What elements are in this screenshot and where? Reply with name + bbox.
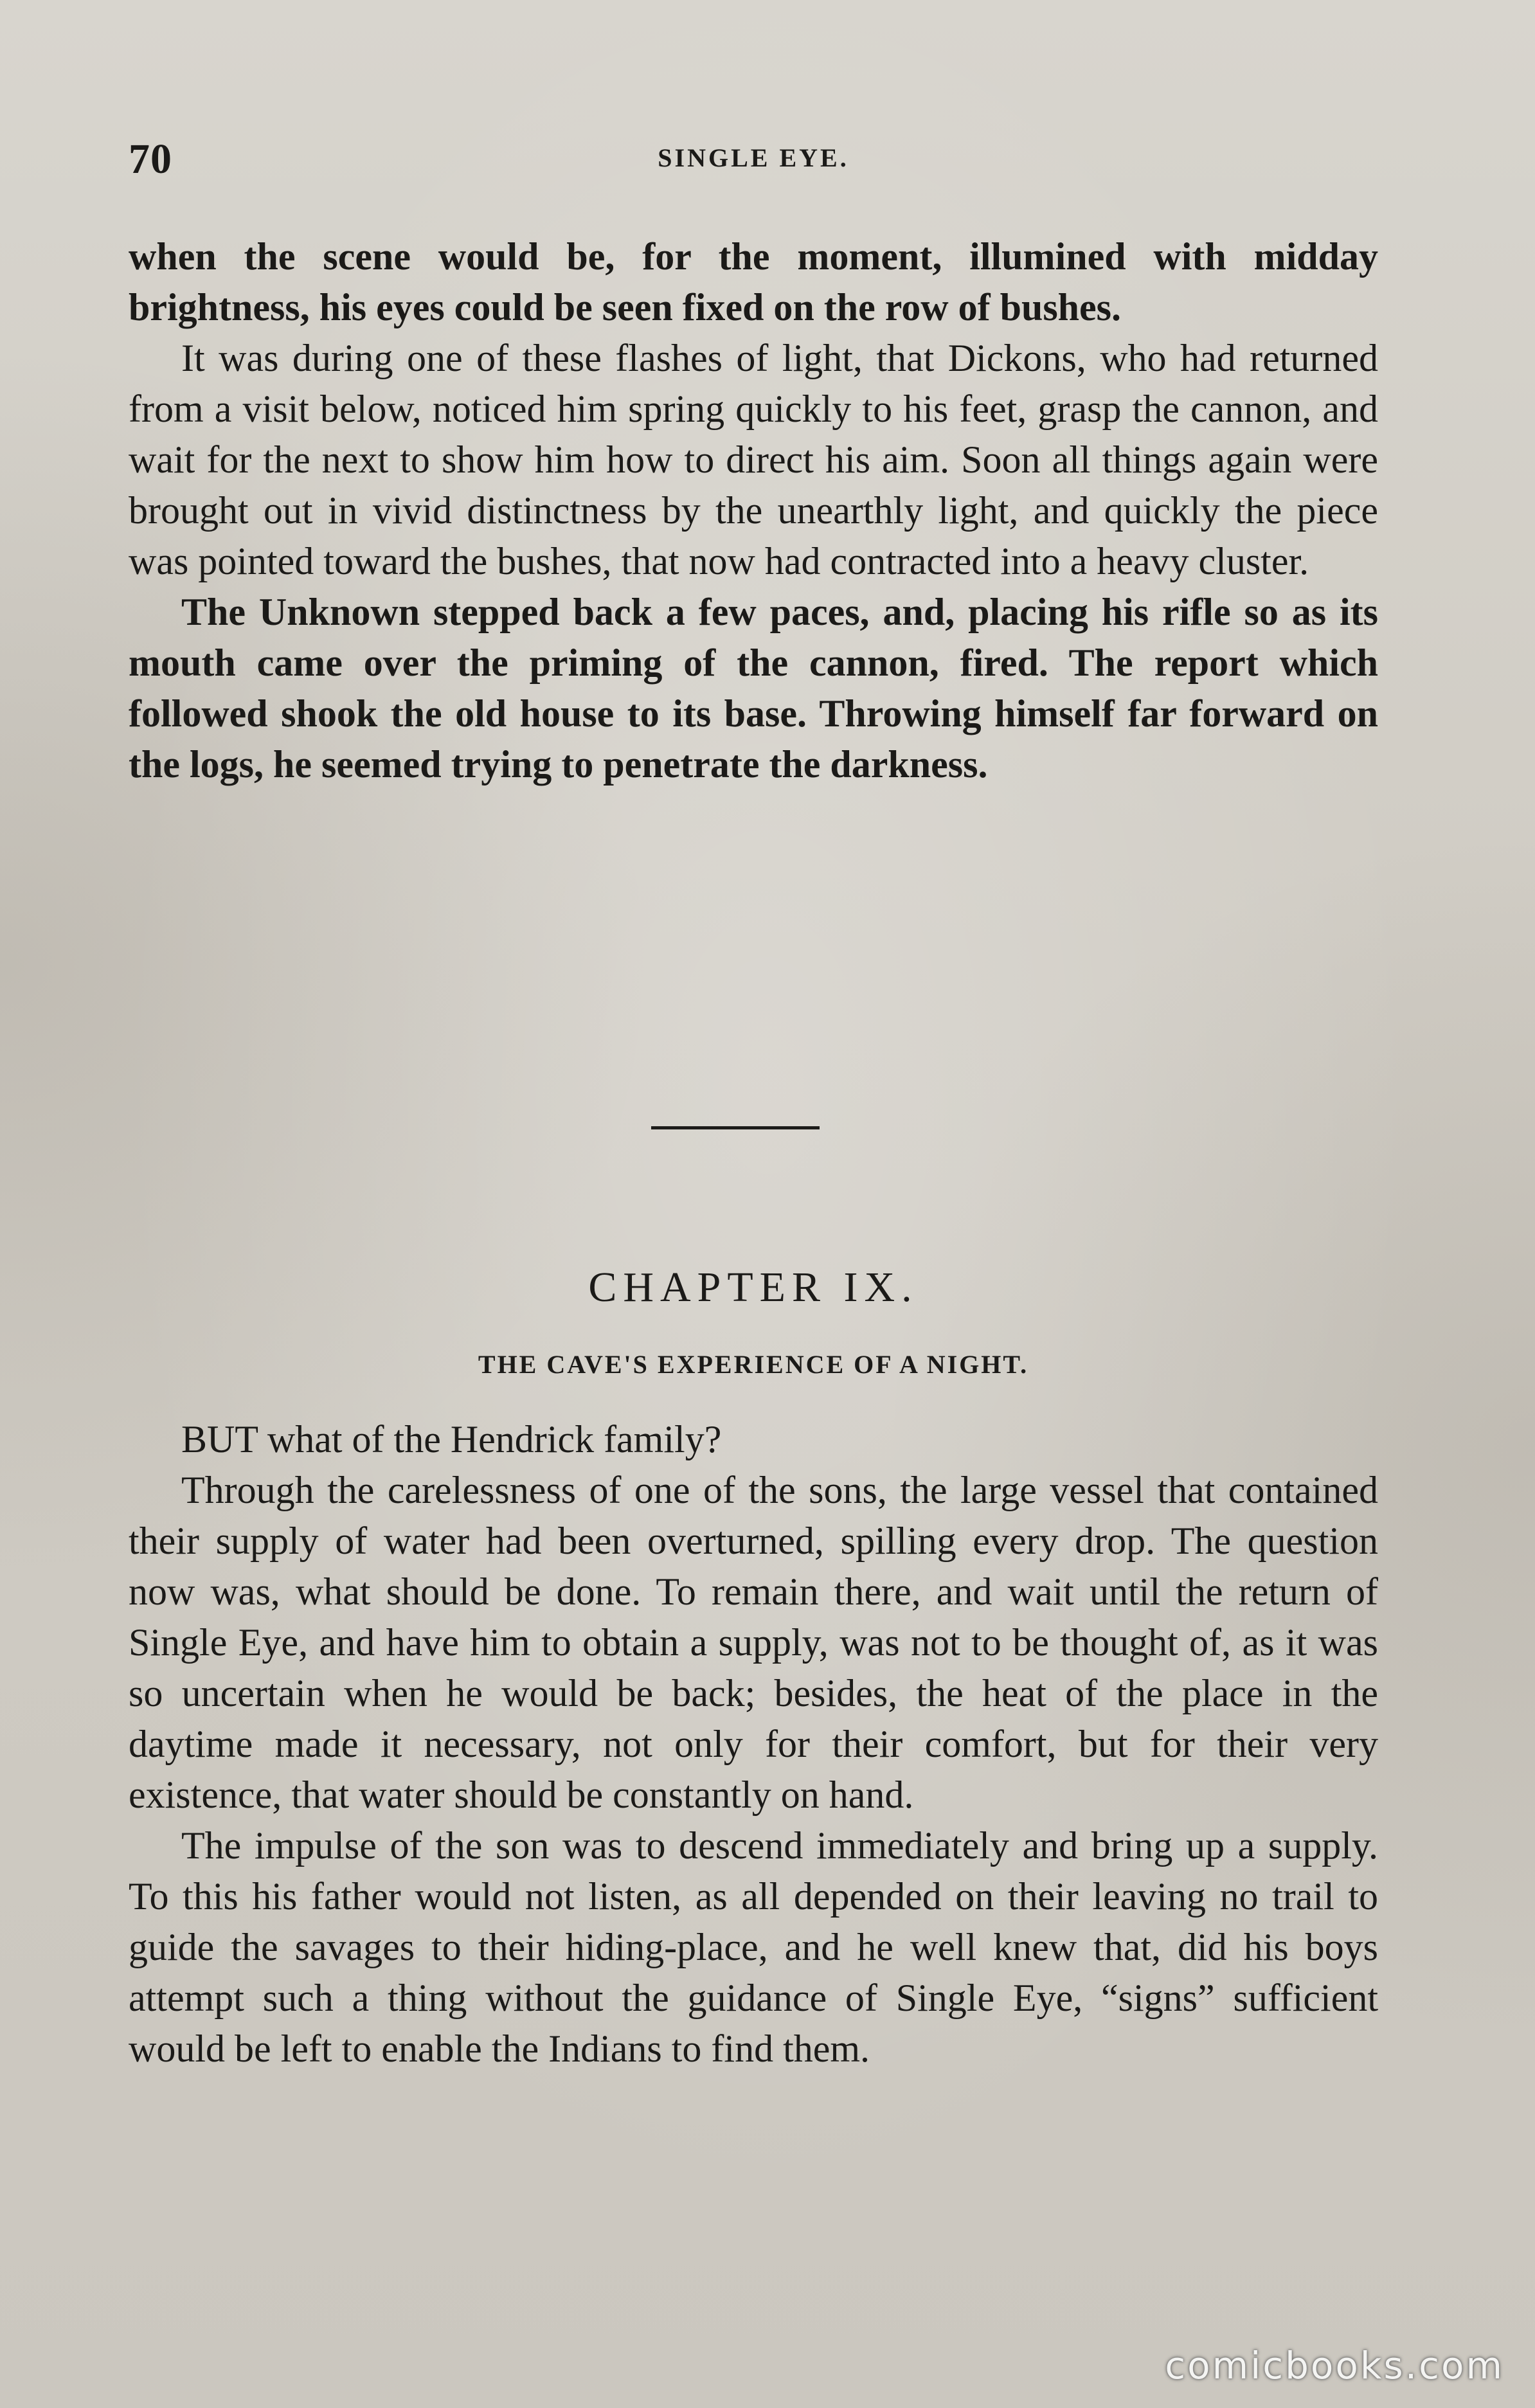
top-text-block (129, 231, 1378, 790)
paragraph: when the scene would be, for the moment, illumined with midday brightness, his eyes could be seen fixed on the row of bushes. (129, 235, 1378, 328)
watermark: comicbooks.com (1165, 2344, 1504, 2387)
chapter-title: CHAPTER IX. (588, 1264, 919, 1311)
chapter-text-block (129, 1414, 1378, 2074)
page-number: 70 (129, 136, 172, 183)
paragraph: BUT what of the Hendrick family? (181, 1418, 722, 1460)
paragraph: The Unknown stepped back a few paces, and, placing his rifle so as its mouth came over the priming of the cannon, fired. The report which followed shook the old house to its base. Throwing himself far forward on the logs, he seemed trying to penetrate the darkness. (129, 591, 1378, 786)
chapter-subtitle: THE CAVE'S EXPERIENCE OF A NIGHT. (478, 1350, 1029, 1379)
paragraph: Through the carelessness of one of the sons, the large vessel that contained their supply of water had been overturned, spilling every drop. The question now was, what should be done. To remain there, and wait until the return of Single Eye, and have him to obtain a supply, was not to be thought of, as it was so uncertain when he would be back; besides, the heat of the place in the daytime made it necessary, not only for their comfort, but for their very existence, that water should be constantly on hand. (129, 1469, 1378, 1816)
running-title: SINGLE EYE. (658, 143, 849, 172)
page-header (129, 135, 1378, 186)
paragraph: It was during one of these flashes of light, that Dickons, who had returned from a visit below, noticed him spring quickly to his feet, grasp the cannon, and wait for the next to show him how to direct his aim. Soon all things again were brought out in vivid distinctness by the unearthly light, and quickly the piece was pointed toward the bushes, that now had contracted into a heavy cluster. (129, 337, 1378, 582)
paragraph: The impulse of the son was to descend immediately and bring up a supply. To this his father would not listen, as all depended on their leaving no trail to guide the savages to their hiding-place, and he well knew that, did his boys attempt such a thing without the guidance of Single Eye, “signs” sufficient would be left to enable the Indians to find them. (129, 1824, 1378, 2070)
section-divider (651, 1126, 820, 1129)
